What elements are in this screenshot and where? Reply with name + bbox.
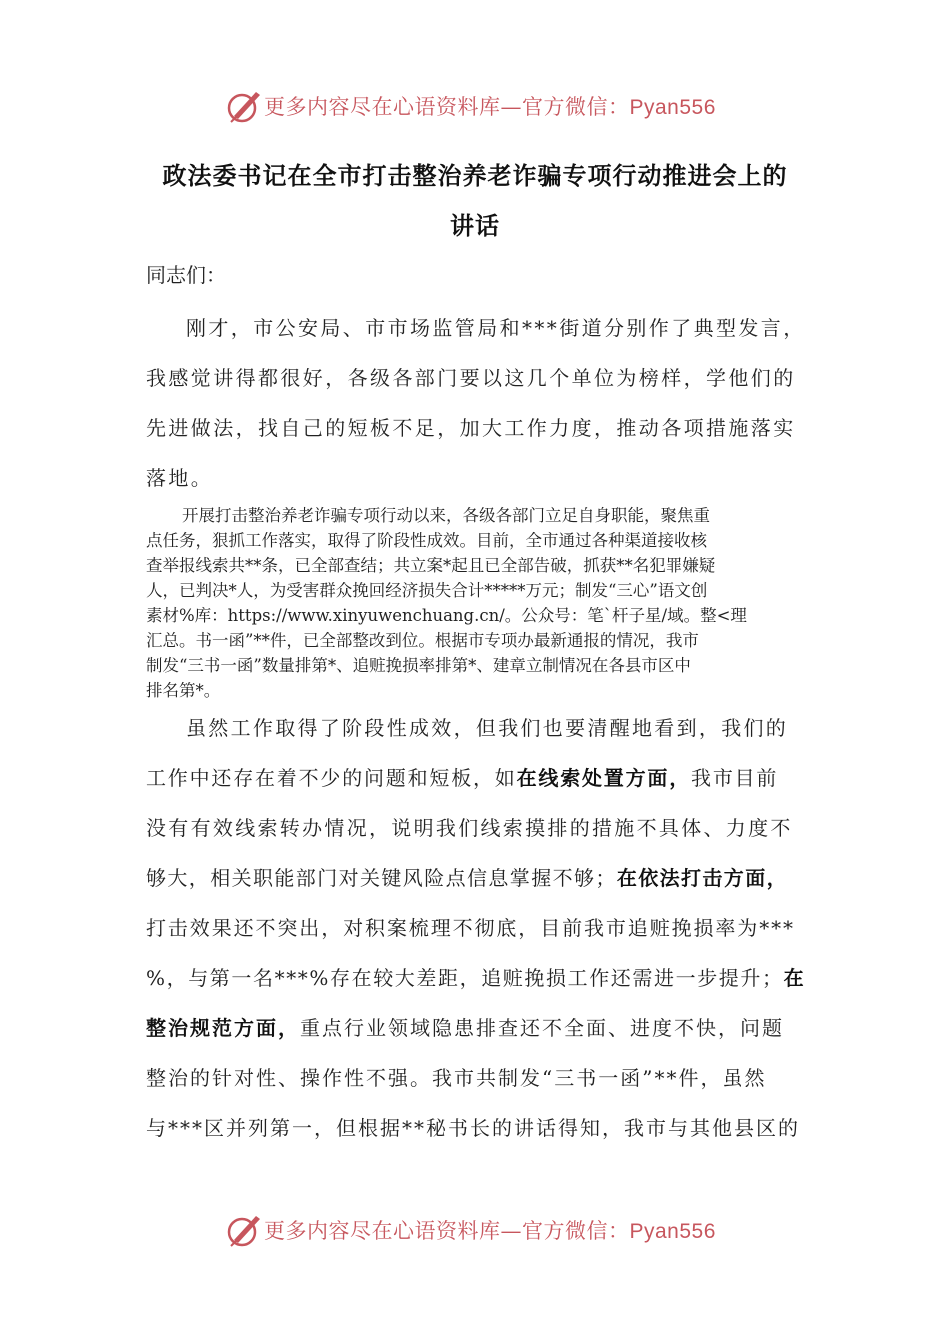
- banner-contact-id: Pyan556: [629, 1220, 716, 1243]
- para1-line: 刚才，市公安局、市市场监管局和***街道分别作了典型发言，: [186, 316, 806, 340]
- para2-line: 人，已判决*人，为受害群众挽回经济损失合计*****万元；制发“三心”语文创: [146, 581, 708, 600]
- para3-line: 与***区并列第一，但根据**秘书长的讲话得知，我市与其他县区的: [146, 1116, 800, 1140]
- para2-line: 查举报线索共**条，已全部查结；共立案*起且已全部告破，抓获**名犯罪嫌疑: [146, 556, 716, 575]
- para3-text: 工作中还存在着不少的问题和短板，如: [146, 766, 517, 790]
- para3-text: 我市目前: [691, 766, 779, 790]
- banner-text: 更多内容尽在心语资料库: [264, 1219, 501, 1243]
- banner-contact-label: 官方微信：: [522, 95, 630, 119]
- para1-line: 我感觉讲得都很好，各级各部门要以这几个单位为榜样，学他们的: [146, 366, 796, 390]
- banner-separator: —: [500, 1219, 522, 1243]
- salutation: 同志们：: [146, 263, 226, 287]
- para3-line: 没有有效线索转办情况，说明我们线索摸排的措施不具体、力度不: [146, 816, 793, 840]
- pen-logo-icon: [226, 86, 264, 126]
- para3-line: [146, 962, 805, 991]
- emphasis-text: 在依法打击方面，: [616, 866, 789, 890]
- para1-line: 落地。: [146, 466, 214, 490]
- banner-separator: —: [500, 95, 522, 119]
- para2-line: 开展打击整治养老诈骗专项行动以来，各级各部门立足自身职能，聚焦重: [182, 506, 710, 525]
- para3-text: %，与第一名***%存在较大差距，追赃挽损工作还需进一步提升；: [146, 966, 784, 990]
- emphasis-text: 在线索处置方面，: [516, 766, 692, 790]
- para3-line: [146, 1012, 784, 1041]
- document-title-line1: 政法委书记在全市打击整治养老诈骗专项行动推进会上的: [162, 162, 788, 190]
- para2-line: 排名第*。: [146, 681, 221, 700]
- banner-contact-label: 官方微信：: [522, 1219, 630, 1243]
- para2-line: 素材%库：https://www.xinyuwenchuang.cn/。公众号：笔`杆子星/域。整<理: [146, 606, 747, 625]
- banner-text: 更多内容尽在心语资料库: [264, 95, 501, 119]
- banner-contact-id: Pyan556: [629, 96, 716, 119]
- emphasis-text: 在: [783, 966, 806, 990]
- para3-line: 虽然工作取得了阶段性成效，但我们也要清醒地看到，我们的: [186, 716, 789, 740]
- pen-logo-icon: [226, 1210, 264, 1250]
- para1-line: 先进做法，找自己的短板不足，加大工作力度，推动各项措施落实: [146, 416, 796, 440]
- para3-line: 打击效果还不突出，对积案梳理不彻底，目前我市追赃挽损率为***: [146, 916, 795, 940]
- emphasis-text: 整治规范方面，: [146, 1016, 300, 1040]
- document-title-line2: 讲话: [450, 212, 500, 240]
- para3-text: 够大，相关职能部门对关键风险点信息掌握不够；: [146, 866, 617, 890]
- para2-line: 点任务，狠抓工作落实，取得了阶段性成效。目前，全市通过各种渠道接收核: [146, 531, 707, 550]
- para3-line: [146, 762, 778, 791]
- para3-line: 整治的针对性、操作性不强。我市共制发“三书一函”**件，虽然: [146, 1066, 767, 1090]
- footer-banner: [0, 1208, 950, 1252]
- para3-line: [146, 862, 788, 891]
- para3-text: 重点行业领域隐患排查还不全面、进度不快，问题: [300, 1016, 784, 1040]
- para2-line: 汇总。书一函”**件，已全部整改到位。根据市专项办最新通报的情况，我市: [146, 631, 699, 650]
- para2-line: 制发“三书一函”数量排第*、追赃挽损率排第*、建章立制情况在各县市区中: [146, 656, 691, 675]
- header-banner: [0, 84, 950, 128]
